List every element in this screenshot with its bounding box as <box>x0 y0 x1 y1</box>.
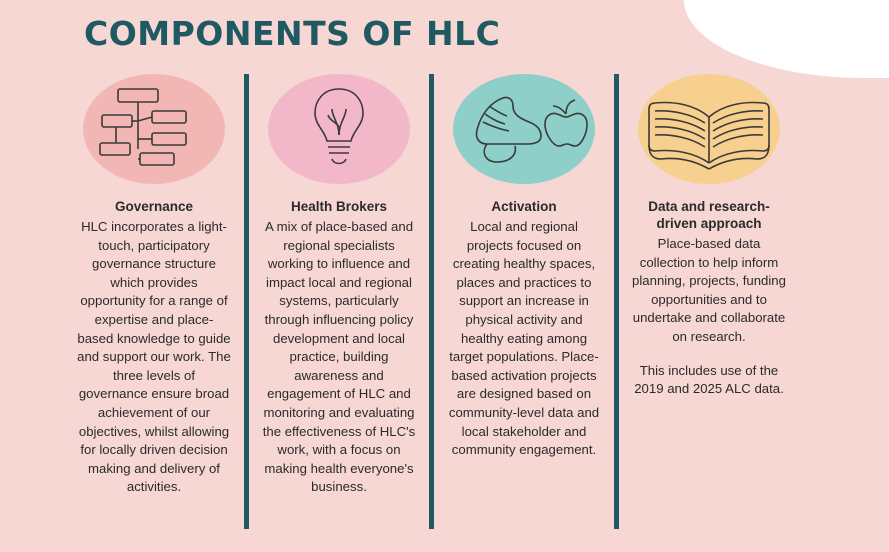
org-chart-icon <box>94 81 214 177</box>
governance-blob <box>83 74 225 184</box>
column-body <box>262 218 416 497</box>
page-title: COMPONENTS OF HLC <box>84 14 501 53</box>
activation-blob <box>453 74 595 184</box>
data-research-blob <box>638 74 780 184</box>
top-right-corner-decoration <box>684 0 889 78</box>
column-paragraph: Place-based data collection to help inform planning, projects, funding opportunities and to undertake and collaborate on research. <box>632 236 786 344</box>
column-divider <box>429 74 434 529</box>
column-divider <box>614 74 619 529</box>
open-book-icon <box>639 83 779 175</box>
column-paragraph: This includes use of the 2019 and 2025 ALC data. <box>634 362 784 397</box>
component-column-activation <box>438 74 610 460</box>
component-column-data-research <box>623 74 795 399</box>
components-columns <box>68 74 868 529</box>
column-heading: Data and research-driven approach <box>648 199 770 231</box>
column-paragraph: HLC incorporates a light-touch, participatory governance structure which provides opportunity for a range of expertise and place-based knowledge to guide and support our work. The three levels of governance ensure broad achievement of our objectives, whilst allowing for locally driven decision making and delivery of activities. <box>77 219 231 495</box>
health-brokers-blob <box>268 74 410 184</box>
column-body <box>632 235 786 399</box>
column-heading: Health Brokers <box>290 199 388 214</box>
column-divider <box>244 74 249 529</box>
column-paragraph: A mix of place-based and regional specialists working to influence and impact local and regional systems, particularly through influencing policy development and local practice, building awareness and engagement of HLC and monitoring and evaluating the effectiveness of HLC's work, with a focus on making health everyone's business. <box>262 219 416 495</box>
lightbulb-icon <box>294 81 384 177</box>
column-heading: Activation <box>491 199 557 214</box>
column-body <box>77 218 231 497</box>
sneaker-apple-icon <box>459 84 589 174</box>
column-body <box>447 218 601 460</box>
column-heading: Governance <box>114 199 194 214</box>
column-paragraph: Local and regional projects focused on creating healthy spaces, places and practices to support an increase in physical activity and healthy eating among target populations. Place-based activation projects are designed based on community-level data and local stakeholder and community engagement. <box>448 219 600 458</box>
component-column-health-brokers <box>253 74 425 497</box>
component-column-governance <box>68 74 240 497</box>
